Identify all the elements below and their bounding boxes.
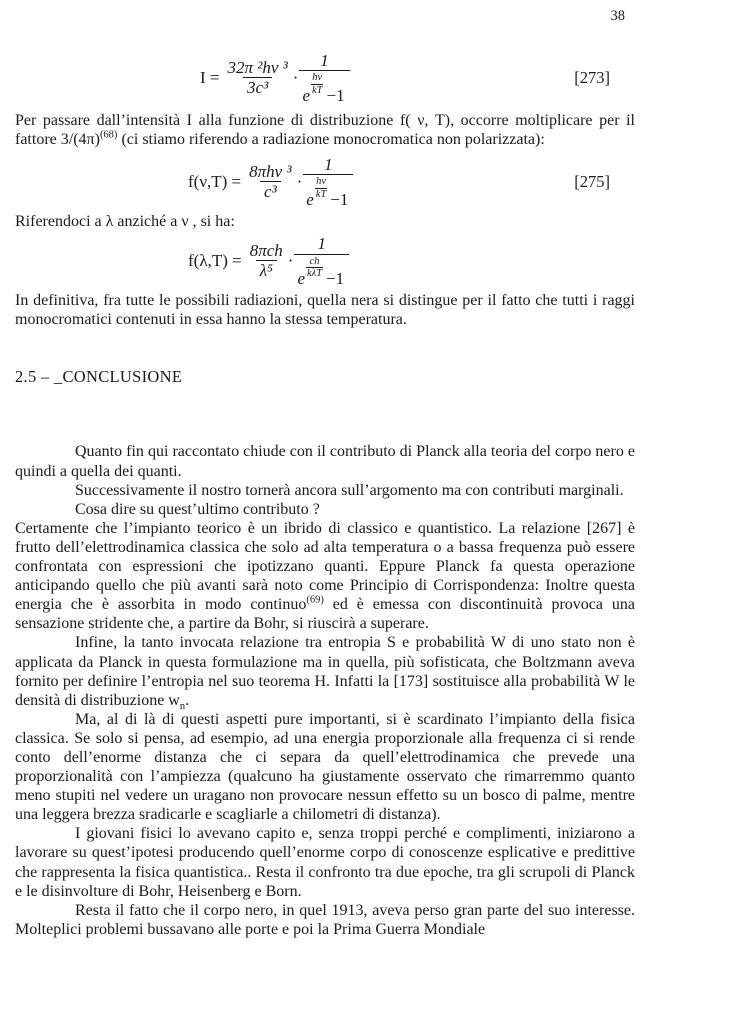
fraction-planck (303, 155, 353, 210)
equation-number: [273] (574, 68, 610, 87)
equation-lambda-row (188, 233, 635, 289)
paragraph-riferendoci: Riferendoci a λ anziché a ν , si ha: (15, 213, 235, 231)
fraction-coefficient (245, 162, 295, 203)
paragraph-cosa: Cosa dire su quest’ultimo contributo ? (75, 500, 320, 518)
exponent-denominator: kT (315, 188, 327, 200)
paragraph-definitiva: In definitiva, fra tutte le possibili radiazioni, quella nera si distingue per il fatto che tutti i raggi monocromatici contenuti in essa hanno la stessa temperatura. (15, 292, 635, 329)
paragraph-resta: Resta il fatto che il corpo nero, in quel 1913, aveva perso gran parte del suo interesse. Molteplici problemi bussavano alle porte e poi la Prima Guerra Mondiale (15, 901, 635, 938)
minus-one: −1 (326, 85, 345, 105)
text-segment: Certamente che l’impianto teorico è un ibrido di classico e quantistico. La relazione [267] è frutto dell’elettrodinamica classica che solo ad alta temperatura o a bassa frequenza può essere confrontata con espressioni che ipotizzano quanti. Eppure Planck fa questa operazione anticipando quello che più avanti sarà noto come Principio di Corrispondenza: Inoltre questa energia che è assorbita in modo continuo (15, 519, 635, 614)
exponent-fraction (306, 256, 323, 280)
text-segment: . (185, 691, 190, 709)
exponent-denominator: kλT (306, 268, 323, 280)
exponent-denominator: kT (311, 84, 323, 96)
footnote-ref-68: (68) (99, 129, 118, 141)
equation-number: [275] (574, 172, 610, 192)
vertical-spacer (15, 385, 635, 442)
equation-275 (188, 155, 353, 210)
multiplication-dot: · (287, 251, 294, 271)
fraction-numerator: 1 (320, 50, 329, 70)
paragraph-infine (15, 633, 635, 712)
equation-lambda (188, 234, 349, 289)
section-heading: 2.5 – _CONCLUSIONE (15, 367, 183, 387)
subscript-n: n (179, 700, 186, 712)
paragraph-ma: Ma, al di là di questi aspetti pure importanti, si è scardinato l’impianto della fisica classica. Se solo si pensa, ad esempio, ad una energia proporzionale alla frequenza ci si rende conto dell’enorme distanza che ci separa da quell’elettrodinamica che prevede una proporzionalità con l’ampiezza (qualcuno ha giustamente osservato che rimarremmo quanto meno stupiti nel vedere un uragano non provocare nessun effetto su un bosco di palme, mentre una leggera brezza sradicarle e scagliarle a chilometri di distanza). (15, 710, 635, 824)
exponent-numerator: ch (309, 255, 320, 267)
footnote-ref-69: (69) (306, 594, 324, 606)
paragraph-quanto: Quanto fin qui raccontato chiude con il contributo di Planck alla teoria del corpo nero e quindi a quella dei quanti. (15, 443, 635, 480)
fraction-numerator: 8πch (249, 240, 283, 260)
text-segment: ed è emessa con discontinuità provoca una sensazione stridente che, a partire da Bohr, si riuscirà a superare. (15, 596, 636, 633)
equation-273-row (200, 49, 635, 107)
paragraph-successivamente: Successivamente il nostro tornerà ancora sull’argomento ma con contributi marginali. (75, 481, 624, 499)
minus-one: −1 (330, 189, 349, 209)
equation-273 (200, 51, 350, 106)
fraction-coefficient (246, 241, 287, 282)
paragraph-intensita (15, 111, 635, 149)
fraction-coefficient (224, 58, 292, 99)
exponent-numerator: hν (316, 176, 326, 188)
fraction-denominator (294, 254, 349, 289)
fraction-numerator: 8πhν ³ (249, 161, 292, 181)
exponent-numerator: hν (312, 72, 323, 84)
exponent-fraction (315, 176, 328, 200)
text-segment: Per passare dall’intensità I alla funzione di distribuzione f( ν, T), occorre moltiplicare per il fattore 3/(4π) (15, 112, 635, 149)
fraction-numerator: 32π ²hν ³ (227, 57, 288, 77)
equation-lhs: f(λ,T) = (188, 251, 242, 271)
page-content (15, 0, 635, 939)
fraction-planck (294, 234, 349, 289)
page-number: 38 (610, 8, 625, 24)
text-segment: Infine, la tanto invocata relazione tra entropia S e probabilità W di uno stato non è applicata da Planck in questa formulazione ma in quella, più sofisticata, che Boltzmann aveva fornito per definire l’entropia nel suo teorema H. Infatti la [173] sostituisce alla probabilità W le densità di distribuzione w (15, 634, 635, 709)
paragraph-giovani: I giovani fisici lo avevano capito e, senza troppi perché e complimenti, iniziarono a lavorare su quest’ipotesi producendo quell’enorme corpo di conoscenze esplicative e predittive che rappresenta la fisica quantistica.. Resta il confronto tra due epoche, tra gli scrupoli di Planck e le disinvolture di Bohr, Heisenberg e Born. (15, 825, 635, 900)
fraction-denominator (299, 70, 349, 105)
multiplication-dot: · (292, 67, 299, 87)
equation-lhs: f(ν,T) = (188, 172, 242, 192)
minus-one: −1 (326, 268, 345, 288)
exponent-fraction (311, 72, 324, 96)
paragraph-certamente (15, 519, 635, 634)
fraction-denominator: 3c³ (243, 77, 272, 98)
text-segment: (ci stiamo riferendo a radiazione monocromatica non polarizzata): (117, 131, 545, 149)
fraction-denominator: λ⁵ (256, 260, 277, 281)
equation-lhs: I = (200, 67, 220, 87)
fraction-numerator: 1 (324, 154, 333, 174)
multiplication-dot: · (296, 172, 303, 192)
exponential-base: e (297, 268, 305, 288)
exponential-base: e (302, 85, 310, 105)
exponential-base: e (306, 189, 314, 209)
fraction-numerator: 1 (317, 233, 327, 253)
fraction-denominator (303, 174, 353, 209)
fraction-denominator: c³ (260, 181, 281, 202)
equation-275-row (188, 153, 635, 211)
fraction-planck (299, 51, 349, 106)
